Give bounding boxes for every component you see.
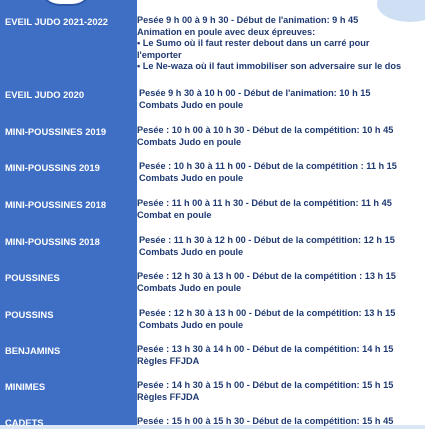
category-label: EVEIL JUDO 2020 bbox=[5, 89, 85, 100]
schedule-line: Pesée : 13 h 30 à 14 h 00 - Début de la compétition: 14 h 15 bbox=[137, 344, 394, 354]
schedule-line: Pesée : 11 h 30 à 12 h 00 - Début de la compétition: 12 h 15 bbox=[139, 235, 395, 245]
schedule-line: Pesée : 12 h 30 à 13 h 00 - Début de la compétition: 13 h 15 bbox=[139, 308, 396, 318]
schedule-line: Pesée 9 h 30 à 10 h 00 - Début de l'animation: 10 h 15 bbox=[139, 88, 371, 98]
schedule-line: Pesée : 11 h 00 à 11 h 30 - Début de la compétition: 11 h 45 bbox=[137, 198, 392, 208]
schedule-line: Combat en poule bbox=[137, 209, 212, 220]
schedule-detail bbox=[139, 161, 425, 184]
category-label: POUSSINES bbox=[5, 272, 60, 283]
schedule-detail bbox=[137, 198, 425, 221]
schedule-detail bbox=[137, 344, 425, 367]
category-label: MINI-POUSSINES 2019 bbox=[5, 126, 107, 137]
schedule-line: Règles FFJDA bbox=[137, 355, 200, 366]
schedule-detail bbox=[139, 308, 425, 331]
schedule-line: Combats Judo en poule bbox=[139, 246, 244, 257]
schedule-detail bbox=[139, 88, 425, 111]
schedule-detail bbox=[137, 380, 425, 403]
schedule-line: Pesée : 14 h 30 à 15 h 00 - Début de la compétition: 15 h 15 bbox=[137, 380, 394, 390]
schedule-line: Pesée : 10 h 30 à 11 h 00 - Début de la compétition : 11 h 15 bbox=[139, 161, 397, 171]
schedule-line: Combats Judo en poule bbox=[137, 282, 242, 293]
schedule-line: Pesée : 15 h 00 à 15 h 30 - Début de la compétition: 15 h 45 bbox=[137, 416, 394, 426]
schedule-detail bbox=[137, 125, 425, 148]
schedule-detail bbox=[137, 15, 425, 73]
category-label: MINI-POUSSINES 2018 bbox=[5, 199, 107, 210]
schedule-line: • Le Sumo où il faut rester debout dans un carré pour bbox=[137, 38, 370, 49]
schedule-line: Animation en poule avec deux épreuves: bbox=[137, 26, 316, 37]
category-column bbox=[0, 0, 137, 425]
schedule-line: Pesée : 12 h 30 à 13 h 00 - Début de la compétition : 13 h 15 bbox=[137, 271, 396, 281]
category-label: BENJAMINS bbox=[5, 345, 61, 356]
schedule-line: Combats Judo en poule bbox=[139, 319, 244, 330]
category-label: MINIMES bbox=[5, 381, 46, 392]
category-label: POUSSINS bbox=[5, 309, 54, 320]
schedule-detail bbox=[139, 235, 425, 258]
schedule-detail bbox=[137, 416, 425, 428]
category-label: EVEIL JUDO 2021-2022 bbox=[5, 16, 109, 27]
schedule-detail bbox=[137, 271, 425, 294]
schedule-line: Combats Judo en poule bbox=[139, 172, 244, 183]
category-label: MINI-POUSSINS 2019 bbox=[5, 162, 100, 173]
category-label: CADETS bbox=[5, 417, 44, 428]
schedule-line: Pesée : 10 h 00 à 10 h 30 - Début de la compétition: 10 h 45 bbox=[137, 125, 394, 135]
schedule-line: Combats Judo en poule bbox=[139, 99, 244, 110]
category-label: MINI-POUSSINS 2018 bbox=[5, 236, 100, 247]
schedule-line: • Le Ne-waza où il faut immobiliser son adversaire sur le dos bbox=[137, 61, 402, 72]
schedule-line: Combats Judo en poule bbox=[137, 136, 242, 147]
schedule-line: Règles FFJDA bbox=[137, 391, 200, 402]
schedule-line: l'emporter bbox=[137, 49, 182, 60]
schedule-line: Pesée 9 h 00 à 9 h 30 - Début de l'animation: 9 h 45 bbox=[137, 15, 359, 25]
